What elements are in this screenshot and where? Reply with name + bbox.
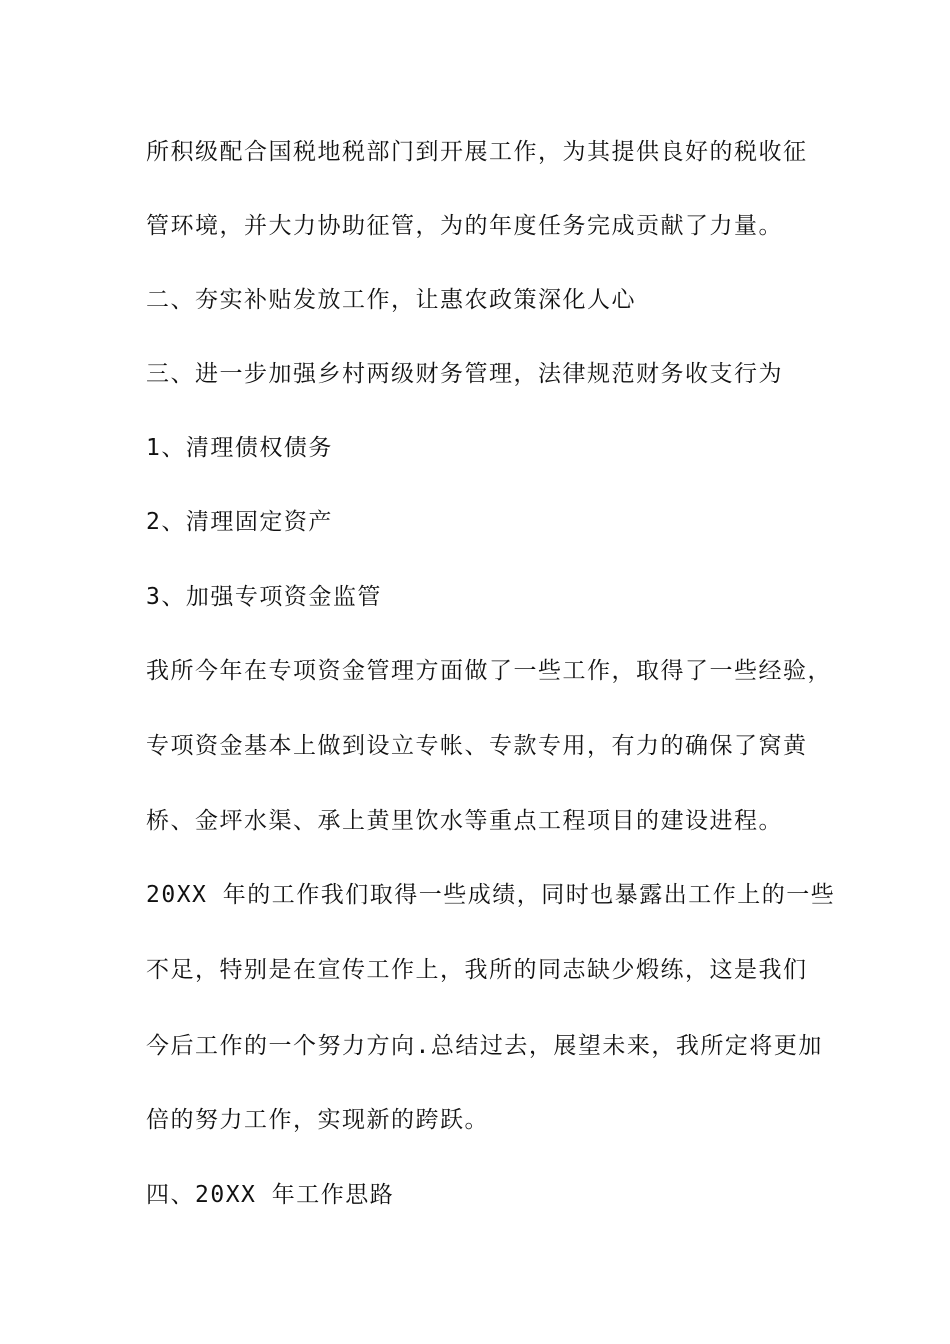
text-line: 不足，特别是在宣传工作上，我所的同志缺少煅练，这是我们 bbox=[146, 957, 808, 983]
text-line: 我所今年在专项资金管理方面做了一些工作，取得了一些经验， bbox=[146, 658, 832, 684]
list-item: 3、加强专项资金监管 bbox=[146, 584, 382, 610]
section-heading: 二、夯实补贴发放工作，让惠农政策深化人心 bbox=[146, 287, 636, 313]
text-line: 所积级配合国税地税部门到开展工作，为其提供良好的税收征 bbox=[146, 139, 808, 165]
text-line: 20XX 年的工作我们取得一些成绩，同时也暴露出工作上的一些 bbox=[146, 882, 836, 908]
section-heading: 四、20XX 年工作思路 bbox=[146, 1182, 395, 1208]
text-line: 倍的努力工作，实现新的跨跃。 bbox=[146, 1107, 489, 1133]
section-heading: 三、进一步加强乡村两级财务管理，法律规范财务收支行为 bbox=[146, 361, 783, 387]
text-line: 管环境，并大力协助征管，为的年度任务完成贡献了力量。 bbox=[146, 213, 783, 239]
text-line: 桥、金坪水渠、承上黄里饮水等重点工程项目的建设进程。 bbox=[146, 808, 783, 834]
text-line: 专项资金基本上做到设立专帐、专款专用，有力的确保了窝黄 bbox=[146, 733, 808, 759]
text-line: 今后工作的一个努力方向.总结过去，展望未来，我所定将更加 bbox=[146, 1033, 823, 1059]
list-item: 2、清理固定资产 bbox=[146, 509, 333, 535]
list-item: 1、清理债权债务 bbox=[146, 435, 333, 461]
